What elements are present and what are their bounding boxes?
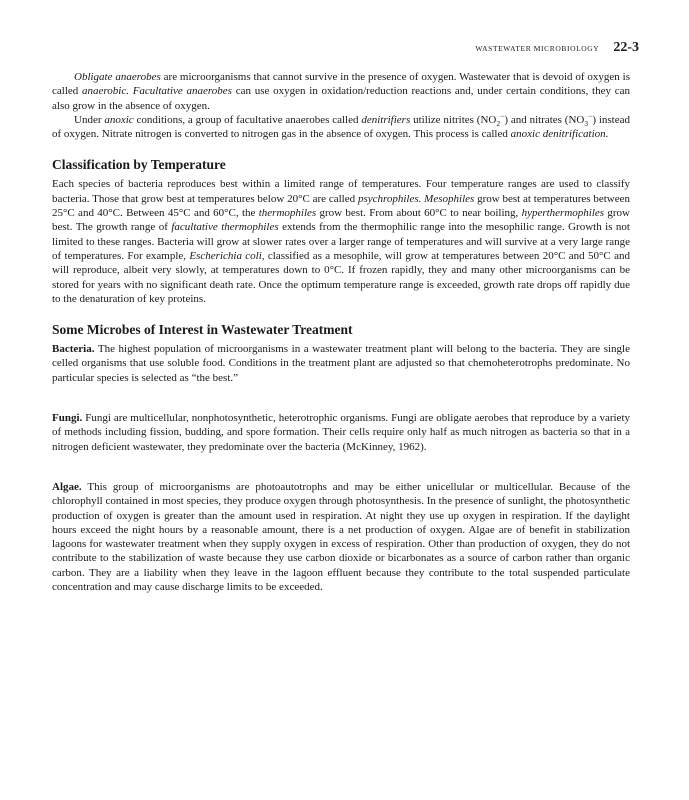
term-escherichia-coli: Escherichia coli,	[189, 249, 265, 262]
paragraph-denitrifiers	[52, 113, 630, 142]
text: classified as a mesophile, will grow at temperatures between 20°C and 50°C and will reproduce, albeit very slowly, at temperatures down to 0°C. If frozen rapidly, they and many other microorganisms can be stored for years with no significant death rate. Once the optimum temperature range is exceeded, growth rate drops off rapidly due to the denaturation of key proteins.	[52, 249, 630, 305]
text: grow best. From about 60°C to near boiling,	[316, 207, 522, 220]
nitrite-subscript: 2	[496, 119, 501, 129]
term-facultative-thermophiles: facultative thermophiles	[171, 221, 279, 234]
term-thermophiles: thermophiles	[258, 207, 317, 220]
text: conditions, a group of facultative anaerobes called	[133, 113, 362, 126]
text: extends from the thermophilic range into the mesophilic range. Growth is not limited to these ranges. Bacteria will grow at slower rates over a larger range of temperatures and will survive at a very large range of temperatures. For example,	[52, 221, 630, 262]
text: ) instead of oxygen. Nitrate nitrogen is converted to nitrogen gas in the absence of oxygen. This process is called	[52, 113, 630, 141]
term-anoxic: anoxic	[104, 113, 134, 126]
run-in-heading-bacteria: Bacteria.	[52, 343, 95, 356]
text: Fungi are multicellular, nonphotosynthetic, heterotrophic organisms. Fungi are obligate aerobes that reproduce by a variety of methods including fission, budding, and spore formation. Their cells require only half as much nitrogen as bacteria so that in a nitrogen deficient wastewater, they predominate over the bacteria (McKinney, 1962).	[52, 412, 630, 453]
nitrate-superscript: −	[588, 111, 593, 121]
text: The highest population of microorganisms in a wastewater treatment plant will belong to the bacteria. They are single celled organisms that use soluble food. Conditions in the treatment plant are adjusted so that chemoheterotrophs predominate. No particular species is selected as “the best.”	[52, 343, 630, 384]
paragraph-algae	[52, 480, 630, 594]
paragraph-anaerobes	[52, 70, 630, 113]
text: grow best. The growth range of	[52, 207, 630, 234]
term-anaerobic-facultative: anaerobic. Facultative anaerobes	[82, 85, 232, 98]
nitrate-subscript: 3	[584, 119, 589, 129]
text: are microorganisms that cannot survive in the presence of oxygen. Wastewater that is devoid of oxygen is called	[52, 71, 630, 98]
term-psychrophiles-mesophiles: psychrophiles. Mesophiles	[357, 192, 475, 205]
heading-classification-by-temperature: Classification by Temperature	[52, 157, 226, 173]
text: Each species of bacteria reproduces best within a limited range of temperatures. Four temperature ranges are used to classify bacteria. Those that grow best at temperatures below 20°C are called	[52, 178, 630, 205]
term-obligate-anaerobes: Obligate anaerobes	[74, 71, 161, 83]
text: utilize nitrites (NO	[410, 113, 497, 126]
running-title: WASTEWATER MICROBIOLOGY	[475, 44, 600, 53]
paragraph-bacteria	[52, 342, 630, 385]
page-number: 22-3	[613, 40, 639, 55]
page-content	[52, 70, 630, 594]
text: Under	[74, 113, 105, 126]
run-in-heading-algae: Algae.	[52, 480, 82, 493]
term-denitrifiers: denitrifiers	[361, 113, 411, 126]
heading-microbes-of-interest: Some Microbes of Interest in Wastewater Treatment	[52, 322, 353, 338]
text: can use oxygen in oxidation/reduction reactions and, under certain conditions, they can also grow in the absence of oxygen.	[52, 85, 631, 112]
text: This group of microorganisms are photoautotrophs and may be either unicellular or multicellular. Because of the chlorophyll contained in most species, they produce oxygen through photosynthesis. In the presence of sunlight, the photosynthetic production of oxygen is greater than the amount used in respiration. At night they use up oxygen in respiration. If the daylight hours exceed the night hours by a reasonable amount, there is a net production of oxygen. Algae are of benefit in stabilization lagoons for wastewater treatment when they supply oxygen in excess of respiration. Other than production of oxygen, they do not contribute to the stabilization of waste because they use carbon dioxide or bicarbonates as a source of carbon rather than organic carbon. They are a liability when they leave in the lagoon effluent because they contribute to the total suspended particulate concentration and may cause discharge limits to be exceeded.	[52, 480, 630, 594]
paragraph-fungi	[52, 411, 630, 454]
running-head	[475, 40, 639, 56]
term-anoxic-denitrification: anoxic denitrification.	[510, 128, 609, 141]
text: grow best at temperatures between 25°C and 40°C. Between 45°C and 60°C, the	[52, 192, 631, 220]
paragraph-temperature	[52, 177, 630, 306]
text: ) and nitrates (NO	[504, 113, 585, 126]
term-hyperthermophiles: hyperthermophiles	[521, 207, 605, 220]
nitrite-superscript: −	[500, 111, 505, 121]
run-in-heading-fungi: Fungi.	[52, 412, 83, 425]
